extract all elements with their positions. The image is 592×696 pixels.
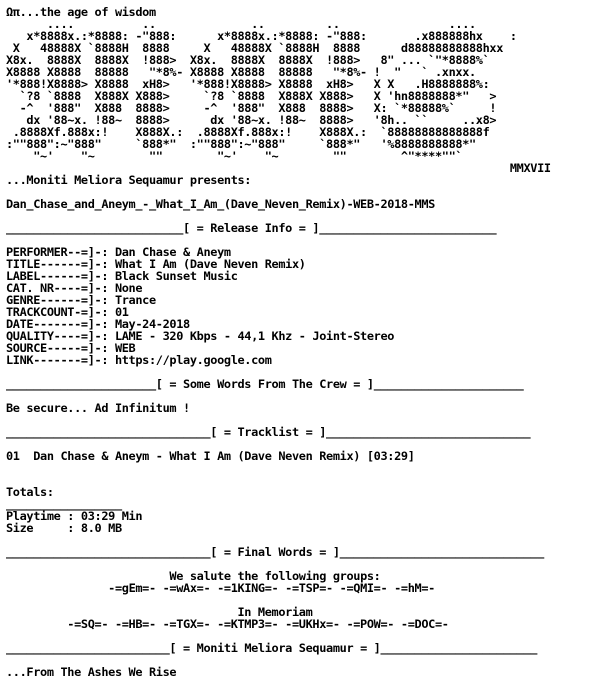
totals-playtime: Playtime : 03:29 Min [6,509,143,523]
logo-line: .... .. .. .. .... [6,17,476,31]
section-header-crew-words: [ = Some Words From The Crew = ] [155,377,374,391]
section-rule-left: __________________________ [6,221,184,235]
section-header-group: [ = Moniti Meliora Sequamur = ] [169,641,381,655]
info-row: TITLE------=]-: What I Am (Dave Neven Remix) [6,257,306,271]
section-header-tracklist: [ = Tracklist = ] [210,425,327,439]
section-rule-right: _______________________ [380,641,538,655]
logo-line: .8888Xf.888x:! X888X.: .8888Xf.888x:! X888X.: `88888888888888f [6,125,490,139]
totals-rule: _________________ [6,497,122,511]
logo-line: '*888!X8888> X8888 xH8> '*888!X8888> X8888 xH8> X X .H8888888%: [6,77,490,91]
logo-line: X8888 X8888 88888 "*8%- X8888 X8888 88888 "*8%- ! " ` .xnxx. [6,65,476,79]
salute-title: We salute the following groups: [169,569,381,583]
section-rule-right: ______________________________ [326,425,531,439]
logo-line: "~' "~ "" "~' "~ "" ^"****""` [6,149,463,163]
memoriam-title: In Memoriam [237,605,313,619]
info-row: PERFORMER--=]-: Dan Chase & Aneym [6,245,231,259]
info-row: TRACKCOUNT-=]-: 01 [6,305,129,319]
info-row: DATE-------=]-: May-24-2018 [6,317,190,331]
logo-line: -^ '888" X888 8888> -^ '888" X888 8888> X: `*88888%` ! [6,101,497,115]
section-rule-left: ______________________________ [6,545,211,559]
section-header-release-info: [ = Release Info = ] [183,221,320,235]
section-rule-left: ________________________ [6,641,170,655]
logo-line: X 48888X `8888H 8888 X 48888X `8888H 8888 d88888888888hxx [6,41,504,55]
memoriam-list-pad [6,617,67,631]
crew-words-text: Be secure... Ad Infinitum ! [6,401,190,415]
totals-size: Size : 8.0 MB [6,521,122,535]
info-row: LABEL------=]-: Black Sunset Music [6,269,238,283]
section-header-final-words: [ = Final Words = ] [210,545,340,559]
memoriam-groups: -=SQ=- -=HB=- -=TGX=- -=KTMP3=- -=UKHx=- -=POW=- -=DOC=- [67,617,449,631]
closing-line: ...From The Ashes We Rise [6,665,177,679]
info-row: GENRE------=]-: Trance [6,293,156,307]
logo-line: `?8 `8888 X888X X888> `?8 `8888 X888X X888> X 'hn8888888*" > [6,89,497,103]
logo-year: MMXVII [509,161,551,175]
section-rule-right: ______________________________ [339,545,544,559]
info-row: SOURCE-----=]-: WEB [6,341,136,355]
presents-line: ...Moniti Meliora Sequamur presents: [6,173,252,187]
ascii-logo [6,17,517,163]
nfo-document [6,6,551,678]
section-rule-right: __________________________ [319,221,497,235]
logo-line: x*8888x.:*8888: -"888: x*8888x.:*8888: -"888: .x888888hx : [6,29,517,43]
info-row: QUALITY----=]-: LAME - 320 Kbps - 44,1 Khz - Joint-Stereo [6,329,395,343]
section-rule-left: ______________________ [6,377,156,391]
section-rule-left: ______________________________ [6,425,211,439]
intro-line: Ωπ...the age of wisdom [6,5,156,19]
track-row: 01 Dan Chase & Aneym - What I Am (Dave Neven Remix) [03:29] [6,449,415,463]
greeted-groups: -=gEm=- -=wAx=- -=1KING=- -=TSP=- -=QMI=- -=hM=- [108,581,435,595]
logo-line: X8x. 8888X 8888X !888> X8x. 8888X 8888X !888> 8" ... `"*8888%` [6,53,490,67]
groups-pad [6,581,108,595]
release-name: Dan_Chase_and_Aneym_-_What_I_Am_(Dave_Neven_Remix)-WEB-2018-MMS [6,197,435,211]
section-rule-right: ______________________ [373,377,524,391]
totals-heading: Totals: [6,485,54,499]
info-row: LINK-------=]-: https://play.google.com [6,353,272,367]
logo-line: dx '88~x. !88~ 8888> dx '88~x. !88~ 8888> '8h.. `` ..x8> [6,113,497,127]
logo-line: :""888":~"888" `888*" :""888":~"888" `888*" '%8888888888*" [6,137,476,151]
info-row: CAT. NR----=]-: None [6,281,143,295]
